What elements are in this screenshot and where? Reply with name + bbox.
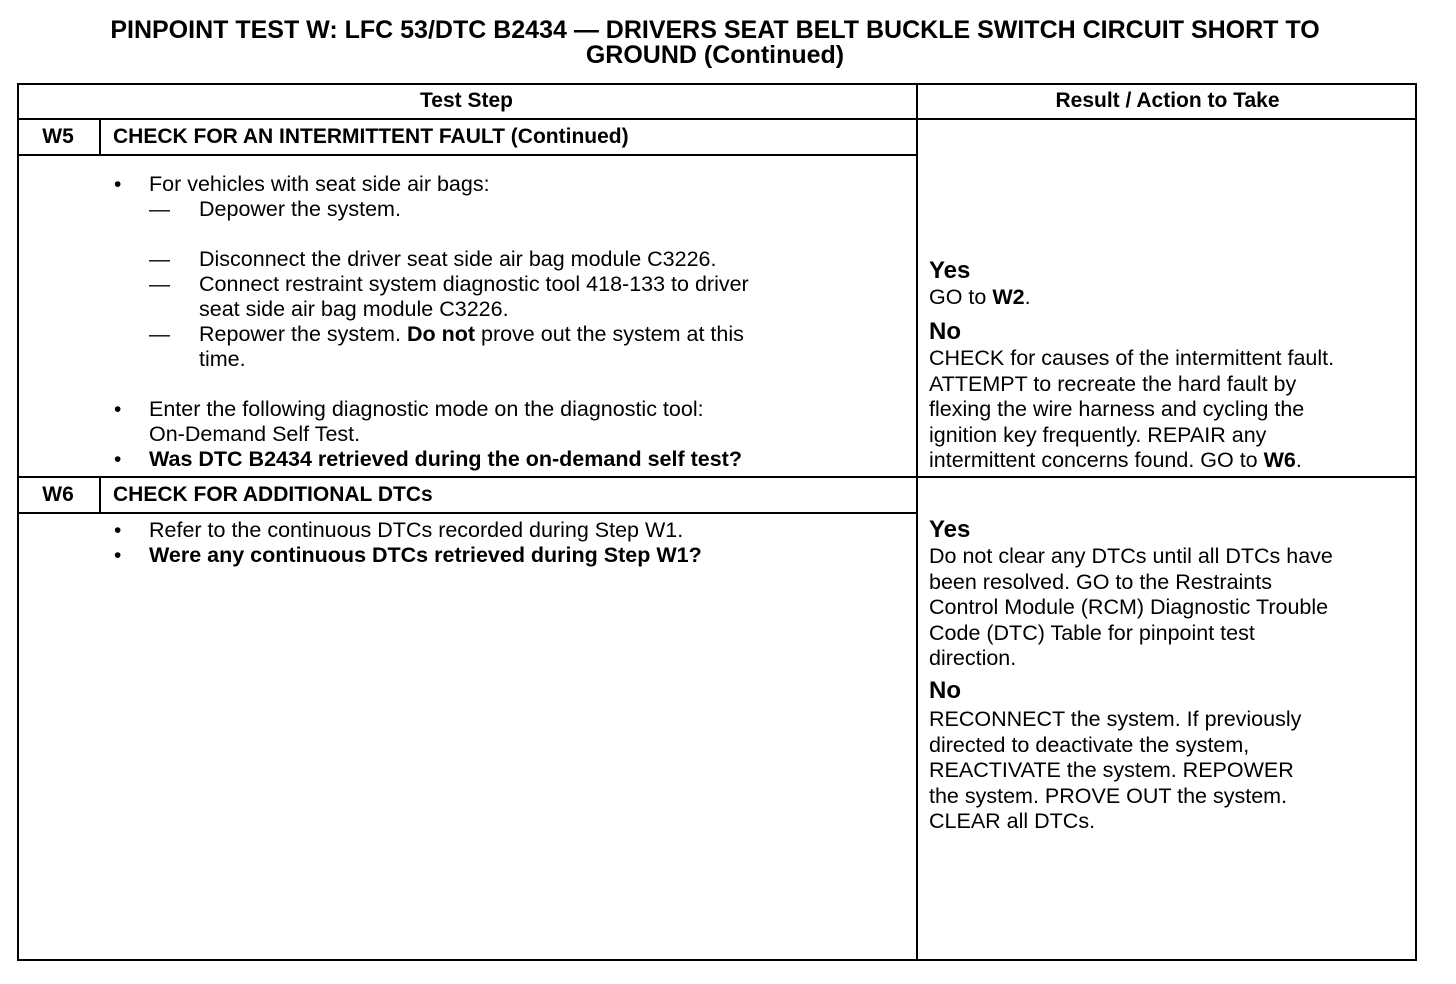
- bullet-marker: •: [114, 398, 122, 421]
- w5-dash4-pre: Repower the system.: [199, 322, 401, 346]
- w6-yes-line: Control Module (RCM) Diagnostic Trouble: [929, 595, 1329, 619]
- step-title-w5: CHECK FOR AN INTERMITTENT FAULT (Continued): [113, 125, 629, 148]
- header-rule: [17, 118, 1417, 120]
- w5-yes-action: [929, 285, 1417, 311]
- w6-yes-action: [929, 544, 1417, 672]
- w5-dash4-line2: time.: [199, 347, 246, 371]
- w6-yes-line: Code (DTC) Table for pinpoint test: [929, 620, 1255, 645]
- w5-dash3-line1: Connect restraint system diagnostic tool 418-133 to driver: [199, 272, 749, 296]
- w6-no-line: RECONNECT the system. If previously: [929, 707, 1302, 731]
- w6-yes-line: been resolved. GO to the Restraints: [929, 569, 1272, 594]
- w6-no-line: the system. PROVE OUT the system.: [929, 783, 1288, 808]
- w5-question: Was DTC B2434 retrieved during the on-demand self test?: [149, 447, 742, 471]
- step-title-w6: CHECK FOR ADDITIONAL DTCs: [113, 483, 433, 506]
- w6-no-line: directed to deactivate the system,: [929, 732, 1250, 757]
- w5-dash2: Disconnect the driver seat side air bag module C3226.: [199, 247, 717, 271]
- w5-w6-rule: [17, 476, 1417, 478]
- w5-bullet2-line2: On-Demand Self Test.: [149, 422, 361, 446]
- w5-dash4-bold: Do not: [406, 322, 475, 346]
- w6-no-line: CLEAR all DTCs.: [929, 809, 1096, 833]
- w5-dash4-post: prove out the system at this: [480, 322, 744, 346]
- page-title: [0, 18, 1430, 68]
- w6-id-divider: [99, 476, 101, 514]
- bullet-marker: •: [114, 173, 122, 196]
- w6-no-label: No: [929, 677, 961, 704]
- w5-no-last-target: W6: [1263, 448, 1296, 472]
- w6-question: Were any continuous DTCs retrieved during Step W1?: [149, 543, 702, 567]
- w5-dash3-line2: seat side air bag module C3226.: [199, 297, 509, 321]
- w5-no-label: No: [929, 318, 961, 345]
- bullet-marker: •: [114, 519, 122, 542]
- dash-marker: —: [149, 248, 170, 271]
- w5-dash4: [199, 322, 744, 347]
- dash-marker: —: [149, 273, 170, 296]
- w5-title-rule: [17, 154, 918, 156]
- dash-marker: —: [149, 323, 170, 346]
- w5-id-divider: [99, 118, 101, 156]
- w5-no-last-pre: intermittent concerns found. GO to: [929, 448, 1258, 472]
- w6-title-rule: [17, 512, 918, 514]
- w5-no-last-post: .: [1295, 448, 1302, 472]
- w5-no-line: CHECK for causes of the intermittent fault.: [929, 346, 1335, 370]
- w6-yes-label: Yes: [929, 516, 971, 543]
- w6-yes-line: direction.: [929, 646, 1017, 670]
- w5-yes-label: Yes: [929, 257, 971, 284]
- w5-no-line: flexing the wire harness and cycling the: [929, 397, 1305, 421]
- w5-no-line: ignition key frequently. REPAIR any: [929, 422, 1267, 447]
- w5-yes-pre: GO to: [929, 285, 987, 309]
- w5-no-last-line: [929, 448, 1417, 474]
- w5-no-action: [929, 346, 1417, 474]
- page-title-line2: GROUND (Continued): [585, 41, 845, 69]
- page-title-line1: PINPOINT TEST W: LFC 53/DTC B2434 — DRIVERS SEAT BELT BUCKLE SWITCH CIRCUIT SHORT TO: [110, 16, 1320, 44]
- w5-bullet1: For vehicles with seat side air bags:: [149, 172, 490, 196]
- w6-bullet1: Refer to the continuous DTCs recorded during Step W1.: [149, 518, 684, 542]
- dash-marker: —: [149, 198, 170, 221]
- bullet-marker: •: [114, 448, 122, 471]
- step-id-w6: W6: [42, 483, 74, 506]
- header-test-step: Test Step: [420, 89, 513, 112]
- w5-yes-target: W2: [992, 285, 1025, 309]
- column-divider: [916, 83, 918, 961]
- step-id-w5: W5: [42, 125, 74, 148]
- w5-no-line: ATTEMPT to recreate the hard fault by: [929, 371, 1297, 396]
- w5-dash1: Depower the system.: [199, 197, 401, 221]
- w5-yes-post: .: [1024, 285, 1031, 309]
- w5-bullet2-line1: Enter the following diagnostic mode on the diagnostic tool:: [149, 397, 704, 421]
- header-result-action: Result / Action to Take: [1055, 89, 1280, 112]
- w6-no-action: [929, 707, 1417, 835]
- w6-no-line: REACTIVATE the system. REPOWER: [929, 758, 1294, 782]
- bullet-marker: •: [114, 544, 122, 567]
- w6-yes-line: Do not clear any DTCs until all DTCs have: [929, 544, 1333, 568]
